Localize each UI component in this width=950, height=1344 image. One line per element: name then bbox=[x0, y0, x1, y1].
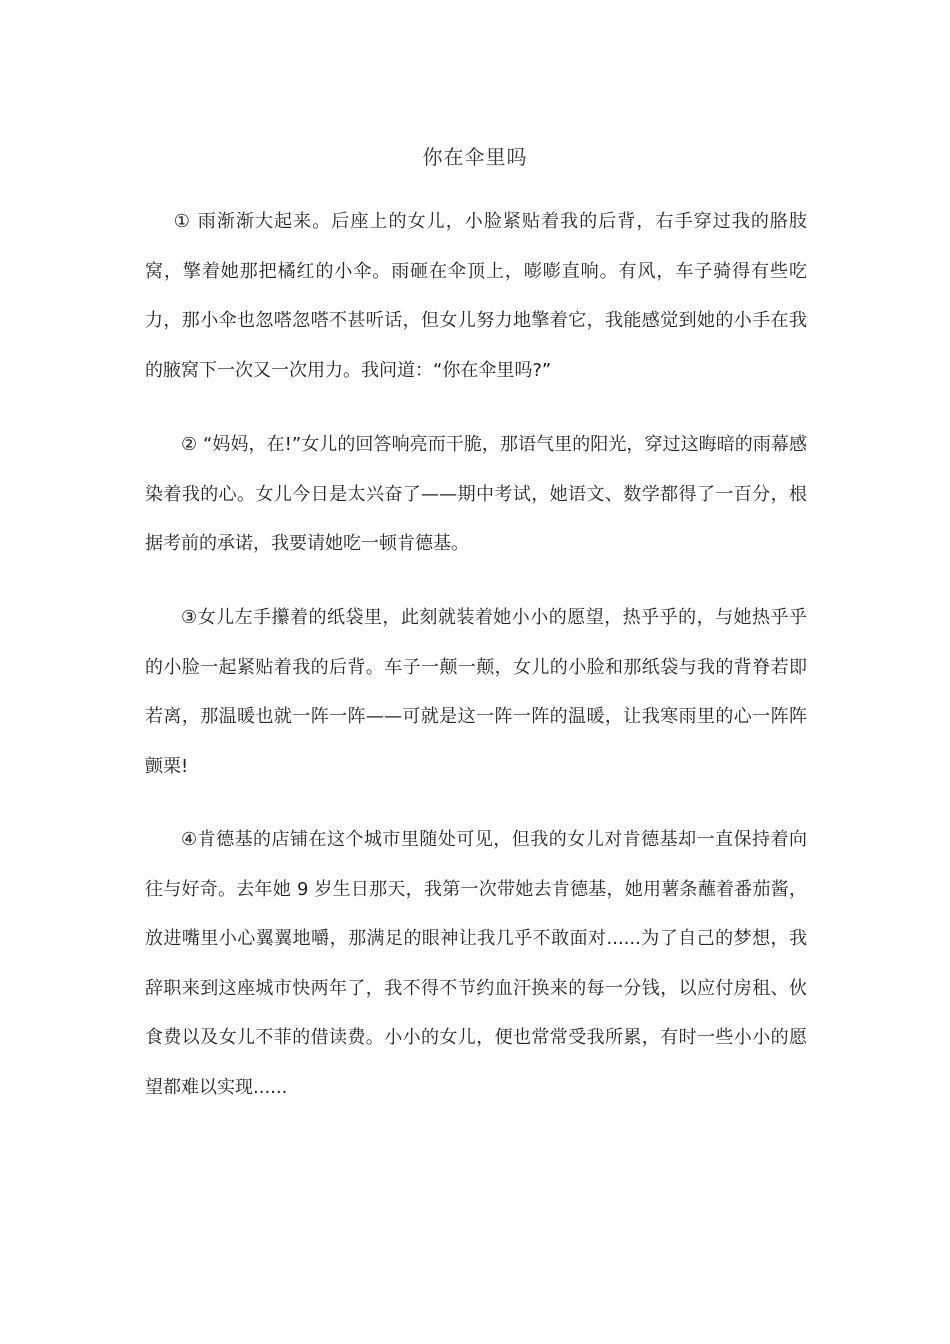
document-title: 你在伞里吗 bbox=[422, 145, 528, 169]
paragraph-2: ② “妈妈，在!”女儿的回答响亮而干脆，那语气里的阳光，穿过这晦暗的雨幕感染着我的心。女儿今日是太兴奋了——期中考试，她语文、数学都得了一百分，根据考前的承诺，我要请她吃一顿肯德基。 bbox=[145, 434, 807, 554]
paragraph-1: ① 雨渐渐大起来。后座上的女儿，小脸紧贴着我的后背，右手穿过我的胳肢窝，擎着她那把橘红的小伞。雨砸在伞顶上，嘭嘭直响。有风，车子骑得有些吃力，那小伞也忽嗒忽嗒不甚听话，但女儿努力地擎着它，我能感觉到她的小手在我的腋窝下一次又一次用力。我问道：“你在伞里吗?” bbox=[145, 211, 807, 381]
paragraph-4: ④肯德基的店铺在这个城市里随处可见，但我的女儿对肯德基却一直保持着向往与好奇。去年她 9 岁生日那天，我第一次带她去肯德基，她用薯条蘸着番茄酱，放进嘴里小心翼翼地嚼，那满足的眼神让我几乎不敢面对......为了自己的梦想，我辞职来到这座城市快两年了，我不得不节约血汗换来的每一分钱，以应付房租、伙食费以及女儿不菲的借读费。小小的女儿，便也常常受我所累，有时一些小小的愿望都难以实现...... bbox=[145, 829, 807, 1098]
paragraph-3: ③女儿左手攥着的纸袋里，此刻就装着她小小的愿望，热乎乎的，与她热乎乎的小脸一起紧贴着我的后背。车子一颠一颠，女儿的小脸和那纸袋与我的背脊若即若离，那温暖也就一阵一阵——可就是这一阵一阵的温暖，让我寒雨里的心一阵阵颤栗! bbox=[145, 607, 807, 777]
